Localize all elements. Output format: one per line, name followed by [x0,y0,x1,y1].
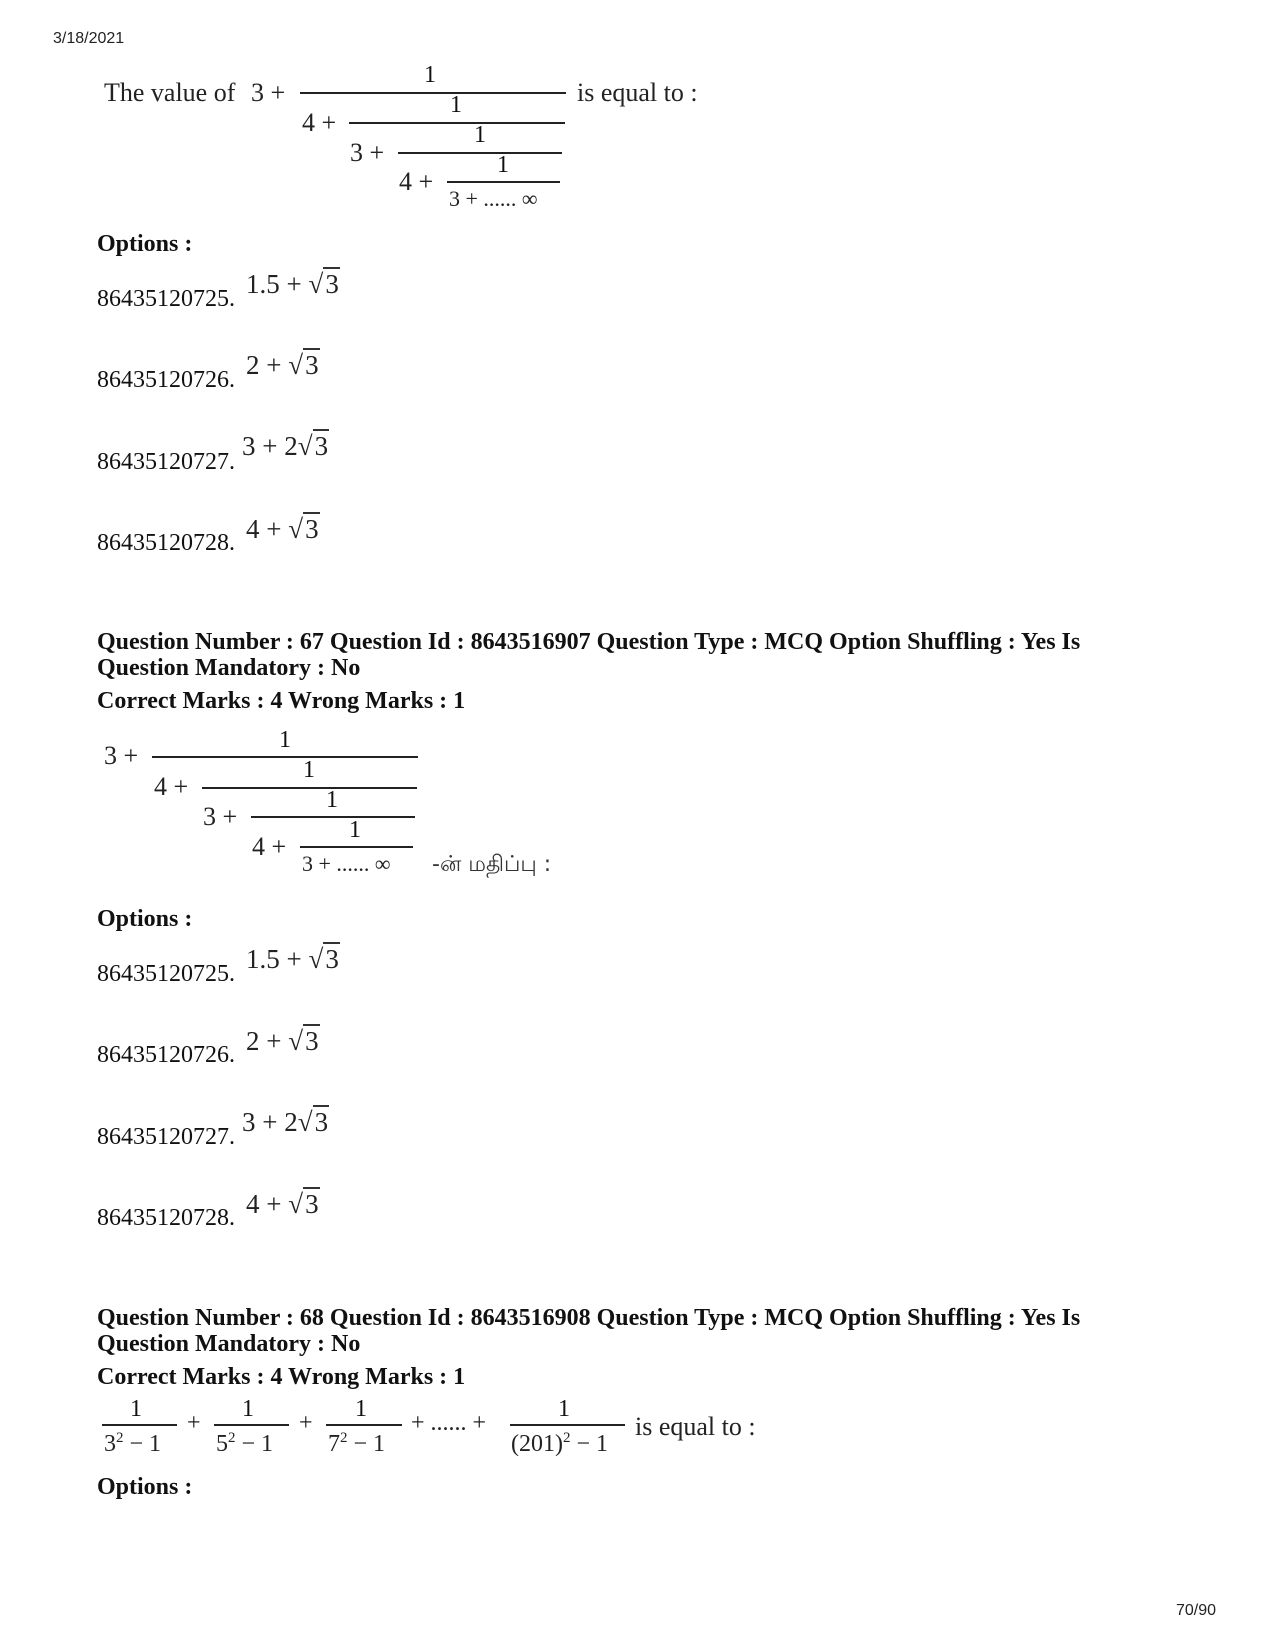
q68-term1-den: $3^2 - 1$ [104,1430,162,1457]
q66-cf-num4: 1 [497,152,509,178]
sqrt-symbol: √3 [288,350,319,380]
q67-cf-b: 4 + [154,772,189,801]
q66-cf-b: 4 + [302,108,337,137]
q68-term4-bar [510,1424,625,1426]
q66-option-2-id: 86435120726. [97,367,235,393]
q66-option-3-id: 86435120727. [97,449,235,475]
q67-options-label: Options : [97,906,193,932]
q68-marks: Correct Marks : 4 Wrong Marks : 1 [97,1364,466,1390]
q66-cf-bar1 [300,92,566,94]
print-date: 3/18/2021 [53,30,125,47]
q68-term3-bar [326,1424,402,1426]
q67-cf-num1: 1 [279,727,291,753]
q66-cf-num2: 1 [450,92,462,118]
sqrt-symbol: √3 [288,1026,319,1056]
q67-option-1-expr: 1.5 + √3 [246,944,339,974]
q66-cf-bar4 [447,181,560,183]
q67-tamil-suffix: -ன் மதிப்பு : [432,852,552,877]
q66-option-3-expr: 3 + 2√3 [242,431,329,461]
q67-cf-num2: 1 [303,757,315,783]
q67-meta-line2: Question Mandatory : No [97,655,361,681]
q66-cf-bar2 [349,122,565,124]
q67-cf-num3: 1 [326,787,338,813]
q67-cf-bar3 [251,816,415,818]
q67-option-1-id: 86435120725. [97,961,235,987]
q68-term3-den: $7^2 - 1$ [328,1430,386,1457]
q66-option-1-id: 86435120725. [97,286,235,312]
sqrt-symbol: √3 [297,1107,329,1137]
q68-term2-den: $5^2 - 1$ [216,1430,274,1457]
q67-cf-bar1 [152,756,418,758]
q67-marks: Correct Marks : 4 Wrong Marks : 1 [97,688,466,714]
q66-cf-bar3 [398,152,562,154]
q68-options-label: Options : [97,1474,193,1500]
q67-option-3-expr: 3 + 2√3 [242,1107,329,1137]
q68-term1-num: 1 [130,1396,142,1422]
q68-term2-bar [214,1424,289,1426]
q68-suffix: is equal to : [635,1412,756,1441]
q66-cf-a: 3 + [251,78,286,107]
q67-cf-bar4 [300,846,413,848]
q67-cf-num4: 1 [349,817,361,843]
q67-option-3-id: 86435120727. [97,1124,235,1150]
sqrt-symbol: √3 [288,514,319,544]
q68-meta-line2: Question Mandatory : No [97,1331,361,1357]
page-number: 70/90 [1176,1602,1217,1619]
q68-plus-2: + [299,1410,313,1436]
q66-option-2-expr: 2 + √3 [246,350,319,380]
q67-option-4-expr: 4 + √3 [246,1189,319,1219]
q66-cf-num3: 1 [474,122,486,148]
q68-term1-bar [102,1424,177,1426]
sqrt-symbol: √3 [308,944,339,974]
q67-cf-c: 3 + [203,802,238,831]
sqrt-symbol: √3 [288,1189,319,1219]
q67-cf-a: 3 + [104,741,139,770]
q68-term2-num: 1 [242,1396,254,1422]
q68-term4-den: $(201)^2 - 1$ [511,1430,609,1457]
q66-option-4-id: 86435120728. [97,530,235,556]
q66-options-label: Options : [97,231,193,257]
q68-meta-line1: Question Number : 68 Question Id : 8643516908 Question Type : MCQ Option Shuffling : Yes Is [97,1305,1081,1331]
q67-cf-d: 4 + [252,832,287,861]
q66-cf-tail: 3 + ...... ∞ [449,186,538,211]
q67-option-4-id: 86435120728. [97,1205,235,1231]
q66-option-1-expr: 1.5 + √3 [246,269,339,299]
q68-term3-num: 1 [355,1396,367,1422]
q67-option-2-id: 86435120726. [97,1042,235,1068]
q66-cf-d: 4 + [399,167,434,196]
q67-cf-tail: 3 + ...... ∞ [302,851,391,876]
sqrt-symbol: √3 [308,269,339,299]
q66-prefix: The value of [104,78,236,107]
q66-option-4-expr: 4 + √3 [246,514,319,544]
q66-cf-c: 3 + [350,138,385,167]
q67-option-2-expr: 2 + √3 [246,1026,319,1056]
q66-cf-num1: 1 [424,62,436,88]
q67-cf-bar2 [202,787,417,789]
q66-suffix: is equal to : [577,78,698,107]
q68-term4-num: 1 [558,1396,570,1422]
q67-meta-line1: Question Number : 67 Question Id : 8643516907 Question Type : MCQ Option Shuffling : Yes Is [97,629,1081,655]
q68-ellipsis: + ...... + [411,1410,487,1436]
q68-plus-1: + [187,1410,201,1436]
sqrt-symbol: √3 [297,431,329,461]
